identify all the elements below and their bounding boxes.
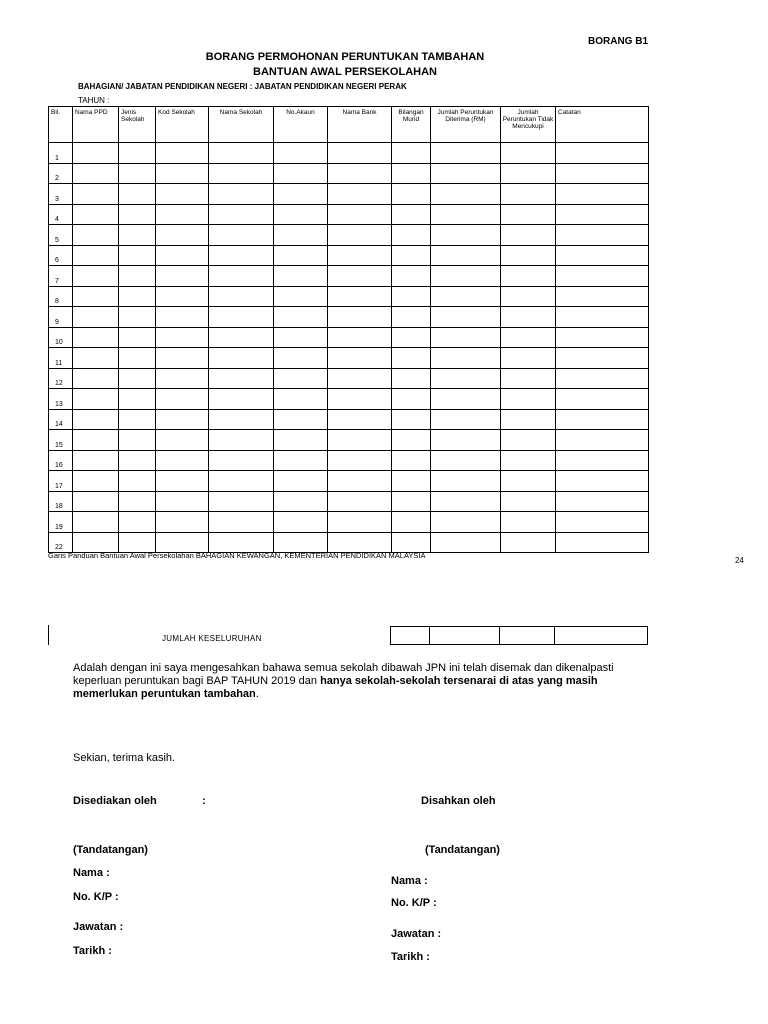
closing-text: Sekian, terima kasih. <box>73 752 176 764</box>
table-cell[interactable] <box>274 327 328 348</box>
prepared-date-label: Tarikh : <box>73 945 112 957</box>
table-cell[interactable] <box>73 389 119 410</box>
table-cell[interactable] <box>119 450 156 471</box>
row-number: 14 <box>49 409 73 430</box>
prepared-ic-label: No. K/P : <box>73 891 119 903</box>
total-cell[interactable] <box>391 627 430 645</box>
table-cell[interactable] <box>392 471 431 492</box>
table-cell[interactable] <box>274 471 328 492</box>
table-cell[interactable] <box>156 491 209 512</box>
table-cell[interactable] <box>501 184 556 205</box>
table-cell[interactable] <box>274 245 328 266</box>
table-cell[interactable] <box>328 163 392 184</box>
table-cell[interactable] <box>274 430 328 451</box>
row-number: 11 <box>49 348 73 369</box>
table-cell[interactable] <box>556 368 649 389</box>
table-cell[interactable] <box>156 348 209 369</box>
table-cell[interactable] <box>73 348 119 369</box>
table-cell[interactable] <box>73 163 119 184</box>
table-cell[interactable] <box>119 348 156 369</box>
table-cell[interactable] <box>501 389 556 410</box>
table-cell[interactable] <box>209 409 274 430</box>
table-cell[interactable] <box>274 512 328 533</box>
row-number: 9 <box>49 307 73 328</box>
column-header: Jenis Sekolah <box>119 107 156 143</box>
table-cell[interactable] <box>501 368 556 389</box>
table-cell[interactable] <box>392 491 431 512</box>
table-cell[interactable] <box>556 245 649 266</box>
table-cell[interactable] <box>73 512 119 533</box>
approved-signature-label: (Tandatangan) <box>425 844 500 856</box>
table-cell[interactable] <box>328 184 392 205</box>
table-cell[interactable] <box>274 266 328 287</box>
table-row <box>49 430 649 451</box>
table-cell[interactable] <box>274 184 328 205</box>
table-cell[interactable] <box>392 512 431 533</box>
table-cell[interactable] <box>119 143 156 164</box>
table-cell[interactable] <box>556 184 649 205</box>
table-cell[interactable] <box>73 184 119 205</box>
table-cell[interactable] <box>209 245 274 266</box>
table-row <box>49 512 649 533</box>
table-cell[interactable] <box>156 225 209 246</box>
table-cell[interactable] <box>119 471 156 492</box>
table-cell[interactable] <box>156 450 209 471</box>
table-cell[interactable] <box>431 491 501 512</box>
table-cell[interactable] <box>328 512 392 533</box>
approved-ic-label: No. K/P : <box>391 897 437 909</box>
table-cell[interactable] <box>392 368 431 389</box>
table-cell[interactable] <box>209 368 274 389</box>
row-number: 2 <box>49 163 73 184</box>
table-cell[interactable] <box>73 204 119 225</box>
table-row <box>49 348 649 369</box>
table-cell[interactable] <box>328 286 392 307</box>
prepared-by-label: Disediakan oleh <box>73 795 157 807</box>
table-cell[interactable] <box>156 163 209 184</box>
table-cell[interactable] <box>501 204 556 225</box>
table-cell[interactable] <box>328 491 392 512</box>
page-number: 24 <box>735 556 744 565</box>
table-cell[interactable] <box>274 163 328 184</box>
table-cell[interactable] <box>501 307 556 328</box>
table-cell[interactable] <box>392 286 431 307</box>
table-cell[interactable] <box>274 409 328 430</box>
table-cell[interactable] <box>431 184 501 205</box>
table-cell[interactable] <box>501 327 556 348</box>
table-cell[interactable] <box>328 368 392 389</box>
table-cell[interactable] <box>431 512 501 533</box>
table-cell[interactable] <box>501 430 556 451</box>
total-cell[interactable] <box>430 627 500 645</box>
table-cell[interactable] <box>73 491 119 512</box>
table-cell[interactable] <box>209 266 274 287</box>
table-cell[interactable] <box>119 491 156 512</box>
table-cell[interactable] <box>431 225 501 246</box>
table-cell[interactable] <box>556 409 649 430</box>
table-row <box>49 327 649 348</box>
certification-bold: hanya sekolah-sekolah tersenarai di atas yang masih memerlukan peruntukan tambahan <box>73 675 598 700</box>
approved-name-label: Nama : <box>391 875 428 887</box>
table-cell[interactable] <box>392 266 431 287</box>
table-cell[interactable] <box>119 204 156 225</box>
prepared-by-colon: : <box>202 795 206 807</box>
table-cell[interactable] <box>156 327 209 348</box>
column-header: Kod Sekolah <box>156 107 209 143</box>
table-cell[interactable] <box>73 286 119 307</box>
table-row <box>49 266 649 287</box>
column-header: Catatan <box>556 107 649 143</box>
row-number: 12 <box>49 368 73 389</box>
table-cell[interactable] <box>274 532 328 553</box>
table-cell[interactable] <box>431 327 501 348</box>
table-cell[interactable] <box>431 163 501 184</box>
row-number: 19 <box>49 512 73 533</box>
table-cell[interactable] <box>392 389 431 410</box>
table-row <box>49 184 649 205</box>
table-cell[interactable] <box>556 532 649 553</box>
table-cell[interactable] <box>392 204 431 225</box>
table-cell[interactable] <box>209 430 274 451</box>
table-cell[interactable] <box>209 163 274 184</box>
table-cell[interactable] <box>156 532 209 553</box>
table-cell[interactable] <box>73 266 119 287</box>
table-cell[interactable] <box>156 266 209 287</box>
table-cell[interactable] <box>328 471 392 492</box>
table-cell[interactable] <box>501 266 556 287</box>
table-cell[interactable] <box>392 450 431 471</box>
row-number: 16 <box>49 450 73 471</box>
prepared-name-label: Nama : <box>73 867 110 879</box>
table-cell[interactable] <box>431 143 501 164</box>
table-cell[interactable] <box>119 225 156 246</box>
table-row <box>49 245 649 266</box>
approved-position-label: Jawatan : <box>391 928 442 940</box>
table-row <box>49 163 649 184</box>
table-cell[interactable] <box>209 471 274 492</box>
table-cell[interactable] <box>392 532 431 553</box>
table-cell[interactable] <box>328 389 392 410</box>
table-row <box>49 450 649 471</box>
table-cell[interactable] <box>274 307 328 328</box>
table-cell[interactable] <box>501 491 556 512</box>
total-row <box>390 626 648 645</box>
table-cell[interactable] <box>392 143 431 164</box>
table-cell[interactable] <box>556 163 649 184</box>
prepared-signature-label: (Tandatangan) <box>73 844 148 856</box>
table-cell[interactable] <box>556 512 649 533</box>
table-cell[interactable] <box>431 368 501 389</box>
table-cell[interactable] <box>156 204 209 225</box>
form-code: BORANG B1 <box>588 36 649 47</box>
table-cell[interactable] <box>73 409 119 430</box>
table-cell[interactable] <box>119 307 156 328</box>
table-cell[interactable] <box>274 204 328 225</box>
table-cell[interactable] <box>431 471 501 492</box>
table-cell[interactable] <box>156 307 209 328</box>
table-cell[interactable] <box>556 450 649 471</box>
table-cell[interactable] <box>431 204 501 225</box>
table-cell[interactable] <box>556 471 649 492</box>
row-number: 7 <box>49 266 73 287</box>
table-cell[interactable] <box>328 204 392 225</box>
table-cell[interactable] <box>328 245 392 266</box>
table-cell[interactable] <box>501 286 556 307</box>
table-cell[interactable] <box>274 389 328 410</box>
year-label: TAHUN : <box>78 96 110 105</box>
table-cell[interactable] <box>556 204 649 225</box>
table-cell[interactable] <box>73 450 119 471</box>
table-cell[interactable] <box>556 327 649 348</box>
certification-part2: . <box>255 688 259 700</box>
table-cell[interactable] <box>119 368 156 389</box>
table-cell[interactable] <box>209 204 274 225</box>
table-cell[interactable] <box>392 348 431 369</box>
table-cell[interactable] <box>274 225 328 246</box>
column-header: No.Akaun <box>274 107 328 143</box>
row-number: 22 <box>49 532 73 553</box>
table-cell[interactable] <box>328 532 392 553</box>
table-cell[interactable] <box>119 184 156 205</box>
table-cell[interactable] <box>431 409 501 430</box>
table-cell[interactable] <box>73 307 119 328</box>
form-title-line1: BORANG PERMOHONAN PERUNTUKAN TAMBAHAN <box>205 51 485 63</box>
table-cell[interactable] <box>156 409 209 430</box>
table-cell[interactable] <box>501 245 556 266</box>
table-cell[interactable] <box>73 430 119 451</box>
column-header: Nama PPD <box>73 107 119 143</box>
row-number: 1 <box>49 143 73 164</box>
table-cell[interactable] <box>556 430 649 451</box>
table-cell[interactable] <box>119 163 156 184</box>
table-cell[interactable] <box>556 389 649 410</box>
table-cell[interactable] <box>392 225 431 246</box>
column-header: Jumlah Peruntukan Diterima (RM) <box>431 107 501 143</box>
table-row <box>49 204 649 225</box>
row-number: 6 <box>49 245 73 266</box>
table-cell[interactable] <box>209 348 274 369</box>
footer-note: Garis Panduan Bantuan Awal Persekolahan BAHAGIAN KEWANGAN, KEMENTERIAN PENDIDIKAN MALAYSIA <box>48 551 426 560</box>
table-cell[interactable] <box>209 184 274 205</box>
table-cell[interactable] <box>328 327 392 348</box>
table-cell[interactable] <box>392 409 431 430</box>
table-cell[interactable] <box>156 512 209 533</box>
table-cell[interactable] <box>392 184 431 205</box>
table-row <box>49 471 649 492</box>
table-cell[interactable] <box>556 491 649 512</box>
row-number: 8 <box>49 286 73 307</box>
table-cell[interactable] <box>501 409 556 430</box>
column-header: Bil. <box>49 107 73 143</box>
table-cell[interactable] <box>156 143 209 164</box>
table-cell[interactable] <box>501 450 556 471</box>
row-number: 17 <box>49 471 73 492</box>
table-cell[interactable] <box>501 532 556 553</box>
table-cell[interactable] <box>119 245 156 266</box>
table-cell[interactable] <box>209 225 274 246</box>
table-cell[interactable] <box>274 491 328 512</box>
table-cell[interactable] <box>431 307 501 328</box>
table-cell[interactable] <box>156 471 209 492</box>
table-cell[interactable] <box>156 184 209 205</box>
table-cell[interactable] <box>328 450 392 471</box>
table-cell[interactable] <box>431 450 501 471</box>
table-cell[interactable] <box>328 225 392 246</box>
table-cell[interactable] <box>328 266 392 287</box>
prepared-position-label: Jawatan : <box>73 921 124 933</box>
table-cell[interactable] <box>431 286 501 307</box>
table-cell[interactable] <box>156 389 209 410</box>
department-line: BAHAGIAN/ JABATAN PENDIDIKAN NEGERI : JABATAN PENDIDIKAN NEGERI PERAK <box>78 82 407 91</box>
table-cell[interactable] <box>156 286 209 307</box>
table-cell[interactable] <box>209 143 274 164</box>
table-row <box>49 286 649 307</box>
table-cell[interactable] <box>392 327 431 348</box>
table-cell[interactable] <box>501 143 556 164</box>
table-cell[interactable] <box>556 143 649 164</box>
table-cell[interactable] <box>556 266 649 287</box>
table-header-row <box>49 107 649 143</box>
table-cell[interactable] <box>431 532 501 553</box>
table-cell[interactable] <box>73 143 119 164</box>
table-cell[interactable] <box>119 266 156 287</box>
table-cell[interactable] <box>209 307 274 328</box>
table-cell[interactable] <box>119 286 156 307</box>
total-cell[interactable] <box>555 627 648 645</box>
table-cell[interactable] <box>73 225 119 246</box>
approved-date-label: Tarikh : <box>391 951 430 963</box>
table-cell[interactable] <box>501 348 556 369</box>
table-cell[interactable] <box>156 368 209 389</box>
certification-part1: Adalah dengan ini saya mengesahkan bahawa semua sekolah dibawah JPN ini telah disemak dan dikenalpasti keperluan peruntukan bagi BAP TAHUN 2019 dan <box>73 662 614 687</box>
table-cell[interactable] <box>431 348 501 369</box>
table-cell[interactable] <box>156 430 209 451</box>
table-cell[interactable] <box>431 430 501 451</box>
application-table <box>48 106 649 553</box>
table-cell[interactable] <box>209 389 274 410</box>
table-cell[interactable] <box>328 409 392 430</box>
table-cell[interactable] <box>274 368 328 389</box>
table-cell[interactable] <box>209 532 274 553</box>
table-cell[interactable] <box>119 512 156 533</box>
table-cell[interactable] <box>501 163 556 184</box>
column-header: Nama Sekolah <box>209 107 274 143</box>
table-row <box>49 532 649 553</box>
table-cell[interactable] <box>328 348 392 369</box>
table-cell[interactable] <box>274 143 328 164</box>
row-number: 3 <box>49 184 73 205</box>
table-cell[interactable] <box>556 307 649 328</box>
column-header: Nama Bank <box>328 107 392 143</box>
table-row <box>49 225 649 246</box>
column-header: Jumlah Peruntukan Tidak Mencukupi <box>501 107 556 143</box>
table-cell[interactable] <box>392 307 431 328</box>
table-cell[interactable] <box>274 348 328 369</box>
table-cell[interactable] <box>119 532 156 553</box>
table-cell[interactable] <box>431 266 501 287</box>
table-cell[interactable] <box>156 245 209 266</box>
table-cell[interactable] <box>328 143 392 164</box>
total-label: JUMLAH KESELURUHAN <box>162 634 262 643</box>
table-cell[interactable] <box>119 327 156 348</box>
table-cell[interactable] <box>73 368 119 389</box>
margin-mark <box>48 625 49 645</box>
table-row <box>49 143 649 164</box>
table-cell[interactable] <box>119 430 156 451</box>
table-cell[interactable] <box>328 307 392 328</box>
row-number: 15 <box>49 430 73 451</box>
row-number: 5 <box>49 225 73 246</box>
row-number: 10 <box>49 327 73 348</box>
table-cell[interactable] <box>556 286 649 307</box>
table-cell[interactable] <box>209 286 274 307</box>
table-cell[interactable] <box>119 389 156 410</box>
table-cell[interactable] <box>73 471 119 492</box>
table-row <box>49 491 649 512</box>
table-cell[interactable] <box>209 491 274 512</box>
table-cell[interactable] <box>274 450 328 471</box>
table-row <box>49 307 649 328</box>
table-cell[interactable] <box>274 286 328 307</box>
table-cell[interactable] <box>119 409 156 430</box>
table-row <box>49 368 649 389</box>
table-cell[interactable] <box>431 245 501 266</box>
table-cell[interactable] <box>501 225 556 246</box>
table-cell[interactable] <box>392 163 431 184</box>
row-number: 13 <box>49 389 73 410</box>
table-row <box>49 409 649 430</box>
table-cell[interactable] <box>73 245 119 266</box>
form-title-line2: BANTUAN AWAL PERSEKOLAHAN <box>253 66 437 78</box>
table-cell[interactable] <box>392 245 431 266</box>
certification-text <box>73 662 653 701</box>
table-cell[interactable] <box>328 430 392 451</box>
row-number: 18 <box>49 491 73 512</box>
table-cell[interactable] <box>73 327 119 348</box>
column-header: Bilangan Murid <box>392 107 431 143</box>
table-cell[interactable] <box>209 327 274 348</box>
table-cell[interactable] <box>501 512 556 533</box>
total-cell[interactable] <box>500 627 555 645</box>
table-cell[interactable] <box>556 348 649 369</box>
table-row <box>49 389 649 410</box>
table-cell[interactable] <box>556 225 649 246</box>
table-cell[interactable] <box>209 450 274 471</box>
table-cell[interactable] <box>209 512 274 533</box>
table-cell[interactable] <box>501 471 556 492</box>
table-cell[interactable] <box>73 532 119 553</box>
table-cell[interactable] <box>431 389 501 410</box>
approved-by-label: Disahkan oleh <box>421 795 496 807</box>
row-number: 4 <box>49 204 73 225</box>
table-cell[interactable] <box>392 430 431 451</box>
